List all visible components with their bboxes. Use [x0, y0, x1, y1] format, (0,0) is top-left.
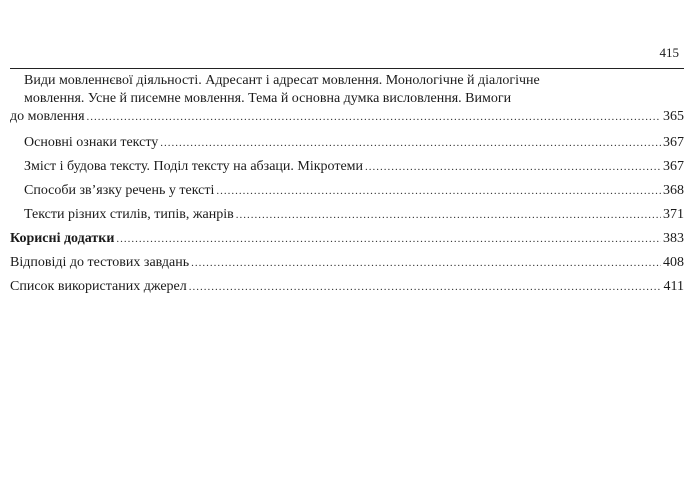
dot-leader	[365, 158, 661, 176]
toc-entry-text-styles	[24, 206, 684, 224]
toc-entry-page: 383	[663, 231, 684, 246]
toc-entry-text-features	[24, 134, 684, 152]
dot-leader	[236, 206, 661, 224]
header-rule	[10, 68, 684, 69]
toc-entry-page: 367	[663, 159, 684, 174]
toc-entry-sentence-links	[24, 182, 684, 200]
toc-entry-title: до мовлення	[10, 109, 85, 124]
toc-entry-title: Основні ознаки тексту	[24, 135, 159, 150]
toc-entry-title: Відповіді до тестових завдань	[10, 255, 190, 270]
toc-entry-speech-activity	[24, 72, 684, 108]
toc-entry-page: 411	[663, 279, 684, 294]
dot-leader	[216, 182, 661, 200]
dot-leader	[116, 230, 661, 248]
toc-entry-title: Корисні додатки	[10, 231, 115, 246]
page-number: 415	[659, 45, 679, 60]
toc-entry-page: 365	[663, 109, 684, 124]
dot-leader	[87, 108, 661, 126]
toc-entry-page: 371	[663, 207, 684, 222]
toc-entry-line: Види мовленнєвої діяльності. Адресант і адресат мовлення. Монологічне й діалогічне	[24, 73, 540, 88]
toc-entry-useful-appendices	[10, 230, 684, 248]
toc-entry-page: 408	[663, 255, 684, 270]
toc-entry-references	[10, 278, 684, 296]
toc-entry-text-structure	[24, 158, 684, 176]
toc-entry-speech-activity-last-line	[10, 108, 684, 126]
toc-entry-title: Список використаних джерел	[10, 279, 187, 294]
dot-leader	[191, 254, 661, 272]
dot-leader	[160, 134, 661, 152]
toc-entry-page: 367	[663, 135, 684, 150]
toc-entry-title: Тексти різних стилів, типів, жанрів	[24, 207, 234, 222]
toc-entry-title: Зміст і будова тексту. Поділ тексту на абзаци. Мікротеми	[24, 159, 364, 174]
toc-entry-page: 368	[663, 183, 684, 198]
dot-leader	[189, 278, 662, 296]
toc-entry-title: Способи зв’язку речень у тексті	[24, 183, 215, 198]
toc-entry-line: мовлення. Усне й писемне мовлення. Тема й основна думка висловлення. Вимоги	[24, 91, 512, 106]
toc-entry-test-answers	[10, 254, 684, 272]
